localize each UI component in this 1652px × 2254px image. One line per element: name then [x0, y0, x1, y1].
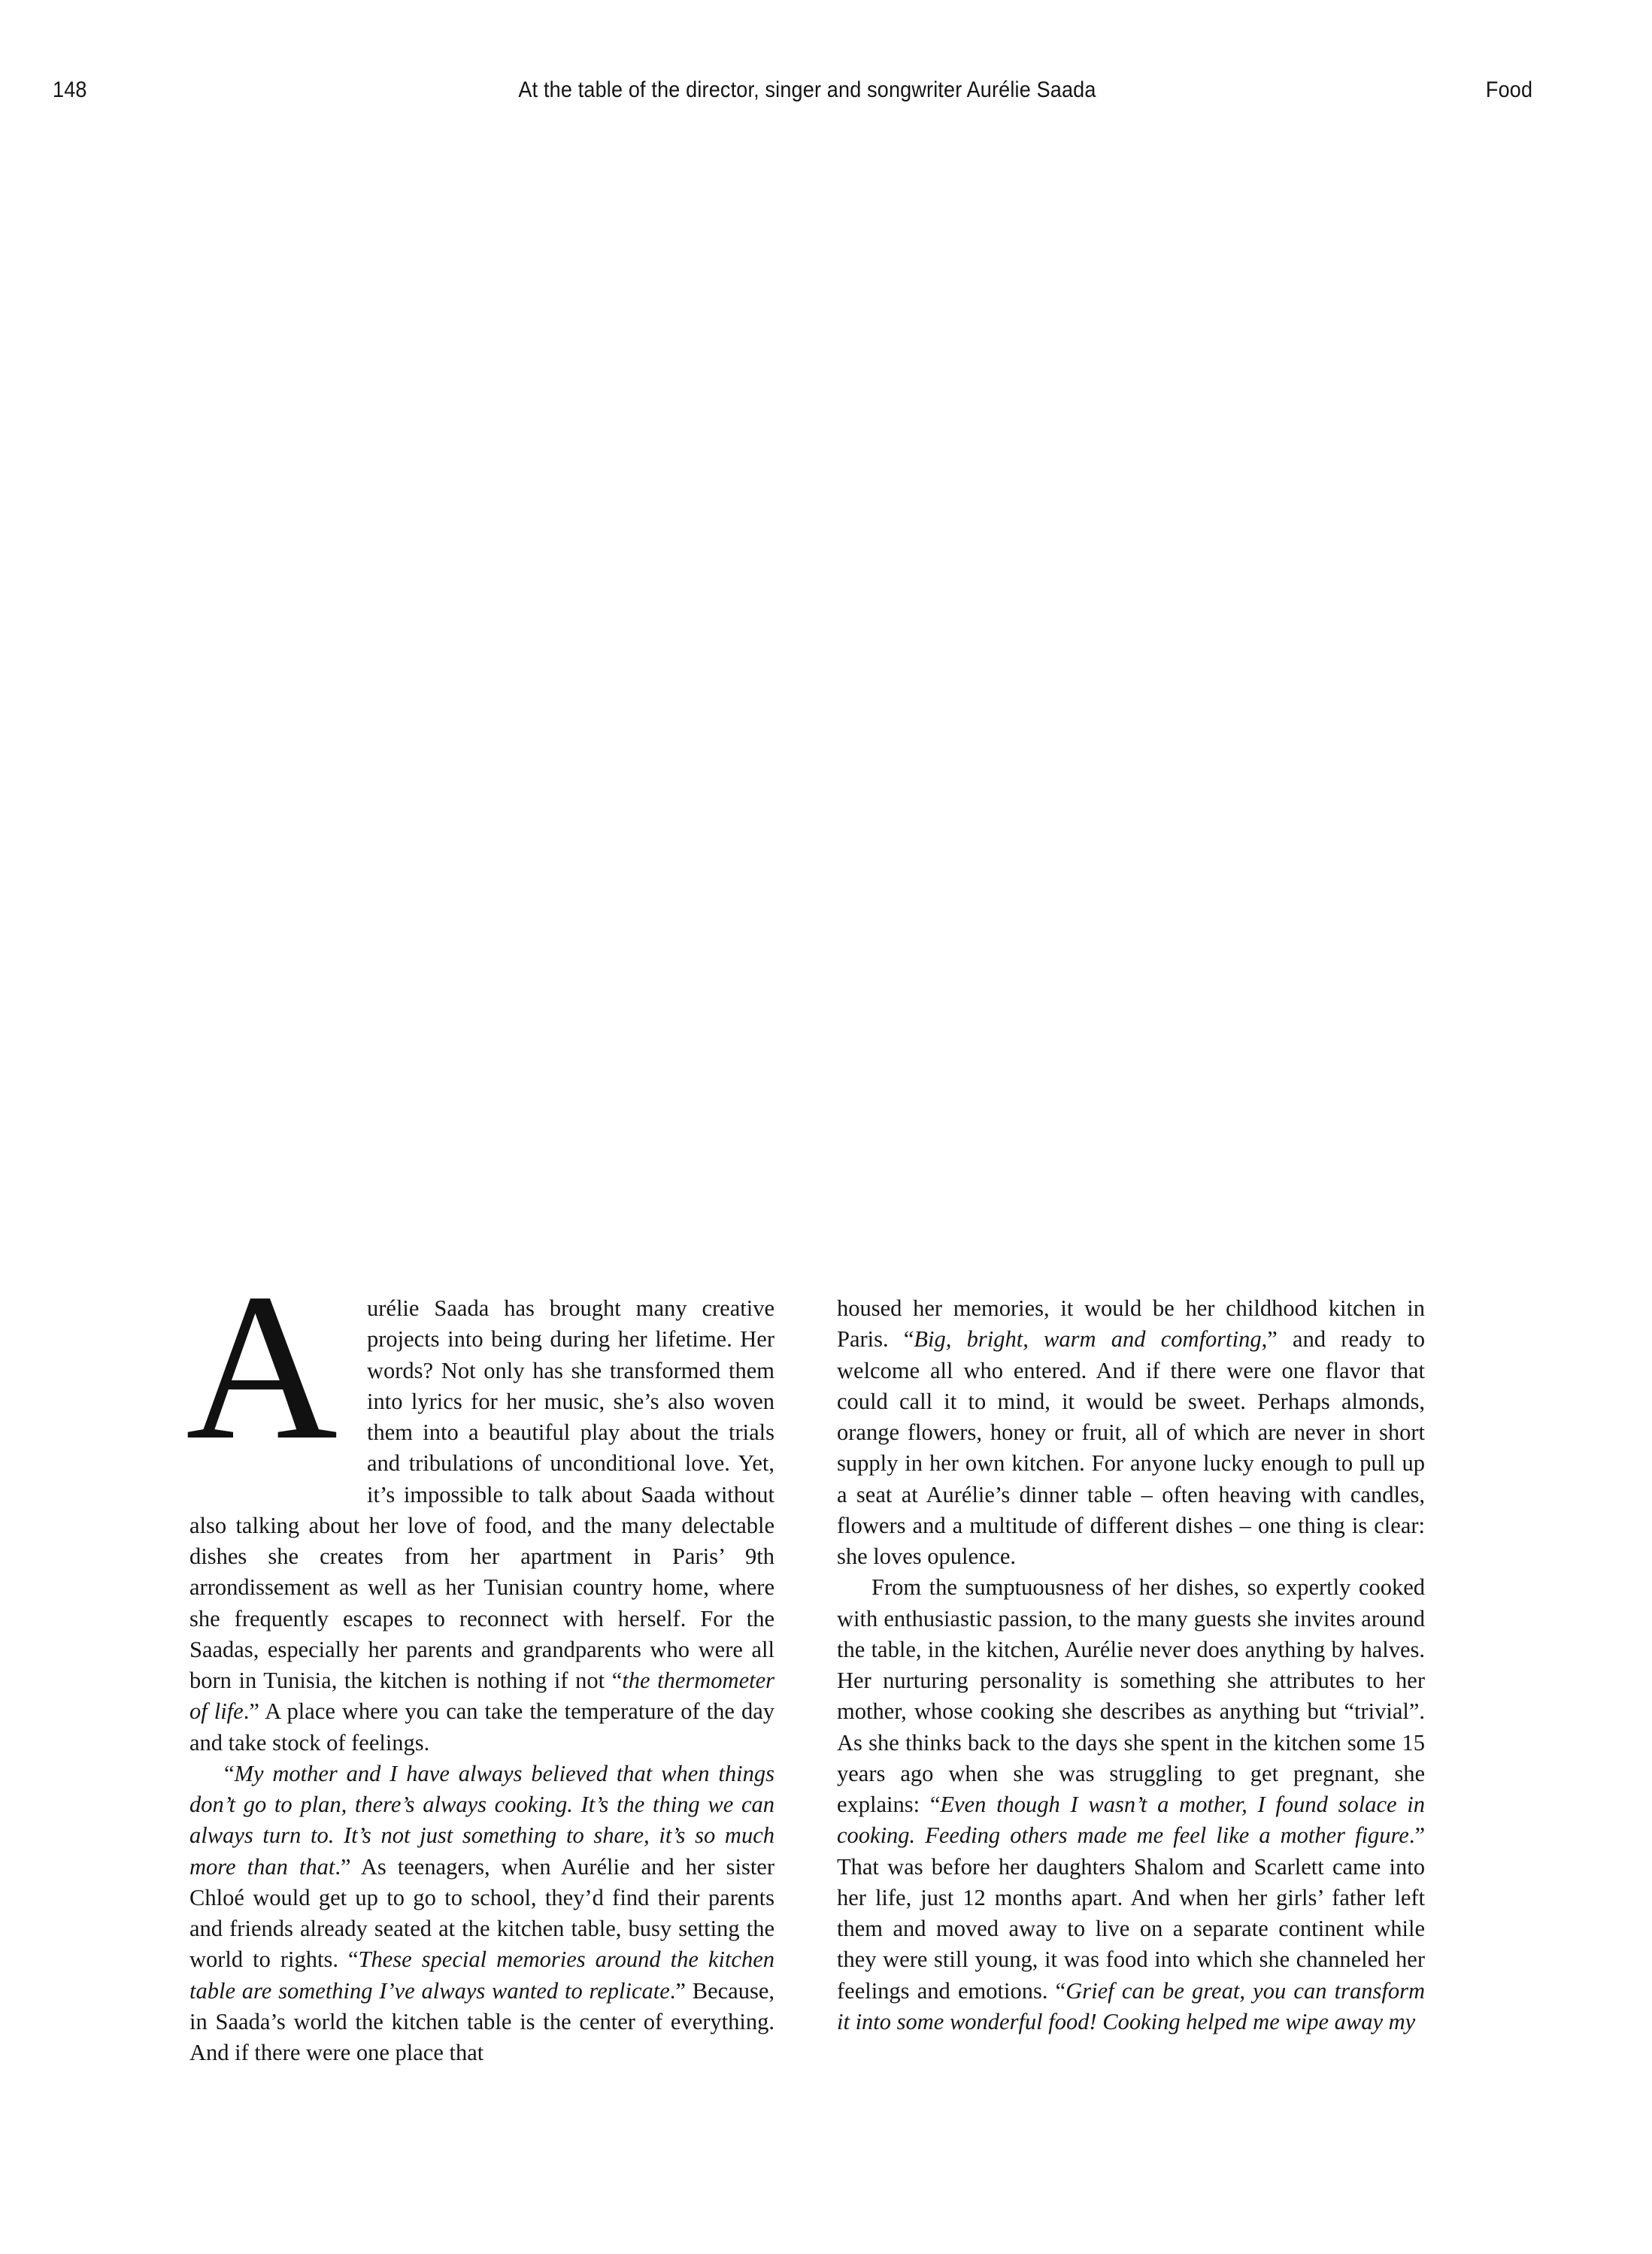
text-run: .” That was before her daughters Shalom and Scarlett came into her life, just 12 months apart. And when her girls’ father left them and moved away to live on a separate continent while they were still young, it was food into which she channeled her feelings and emotions. “ — [837, 1822, 1425, 2004]
italic-text-run: Grief can be great, you can transform it into some wonderful food! Cooking helped me wipe away my — [837, 1977, 1425, 2034]
text-run: ,” and ready to welcome all who entered. And if there were one flavor that could call it to mind, it would be sweet. Perhaps almonds, orange flowers, honey or fruit, all of which are never in short supply in her own kitchen. For anyone lucky enough to pull up a seat at Aurélie’s dinner table – often heaving with candles, flowers and a multitude of different dishes – one thing is clear: she loves opulence. — [837, 1326, 1425, 1569]
text-run: “ — [224, 1760, 235, 1786]
body-paragraph — [837, 1293, 1425, 1572]
text-run: .” As teenagers, when Aurélie and her sister Chloé would get up to go to school, they’d find their parents and friends already seated at the kitchen table, busy setting the world to rights. “ — [189, 1853, 774, 1973]
right-column — [837, 1293, 1425, 2037]
text-run: urélie Saada has brought many creative projects into being during her lifetime. Her words? Not only has she transformed them into lyrics for her music, she’s also woven them into a beautiful play about the trials and tribulations of unconditional love. Yet, it’s impossible to talk about Saada without also talking about her love of food, and the many delectable dishes she creates from her apartment in Paris’ 9th arrondissement as well as her Tunisian country home, where she frequently escapes to reconnect with herself. For the Saadas, especially her parents and grandparents who were all born in Tunisia, the kitchen is nothing if not “ — [189, 1295, 774, 1693]
running-head-title: At the table of the director, singer and songwriter Aurélie Saada — [518, 77, 1096, 102]
left-column — [186, 1250, 775, 2068]
text-run: .” A place where you can take the temperature of the day and take stock of feelings. — [189, 1698, 775, 1756]
drop-cap: A — [186, 1250, 338, 1483]
italic-text-run: the thermometer of life — [189, 1668, 774, 1725]
body-paragraph — [186, 1250, 775, 1759]
italic-text-run: My mother and I have always believed that when things don’t go to plan, there’s always cooking. It’s the thing we can always turn to. It’s not just something to share, it’s so much more than that — [189, 1760, 774, 1880]
page-number: 148 — [53, 77, 87, 102]
body-paragraph — [837, 1572, 1425, 2037]
text-run: housed her memories, it would be her childhood kitchen in Paris. “ — [837, 1295, 1425, 1353]
italic-text-run: Big, bright, warm and comforting — [914, 1326, 1262, 1353]
text-run: .” Because, in Saada’s world the kitchen table is the center of everything. And if there were one place that — [189, 1977, 774, 2065]
section-label: Food — [1485, 77, 1532, 102]
body-paragraph — [189, 1759, 774, 2069]
text-run: From the sumptuousness of her dishes, so expertly cooked with enthusiastic passion, to the many guests she invites around the table, in the kitchen, Aurélie never does anything by halves. Her nurturing personality is something she attributes to her mother, whose cooking she describes as anything but “trivial”. As she thinks back to the days she spent in the kitchen some 15 years ago when she was struggling to get pregnant, she explains: “ — [837, 1574, 1425, 1817]
italic-text-run: Even though I wasn’t a mother, I found solace in cooking. Feeding others made me feel like a mother figure — [837, 1792, 1425, 1849]
italic-text-run: These special memories around the kitchen table are something I’ve always wanted to replicate — [189, 1946, 774, 2004]
